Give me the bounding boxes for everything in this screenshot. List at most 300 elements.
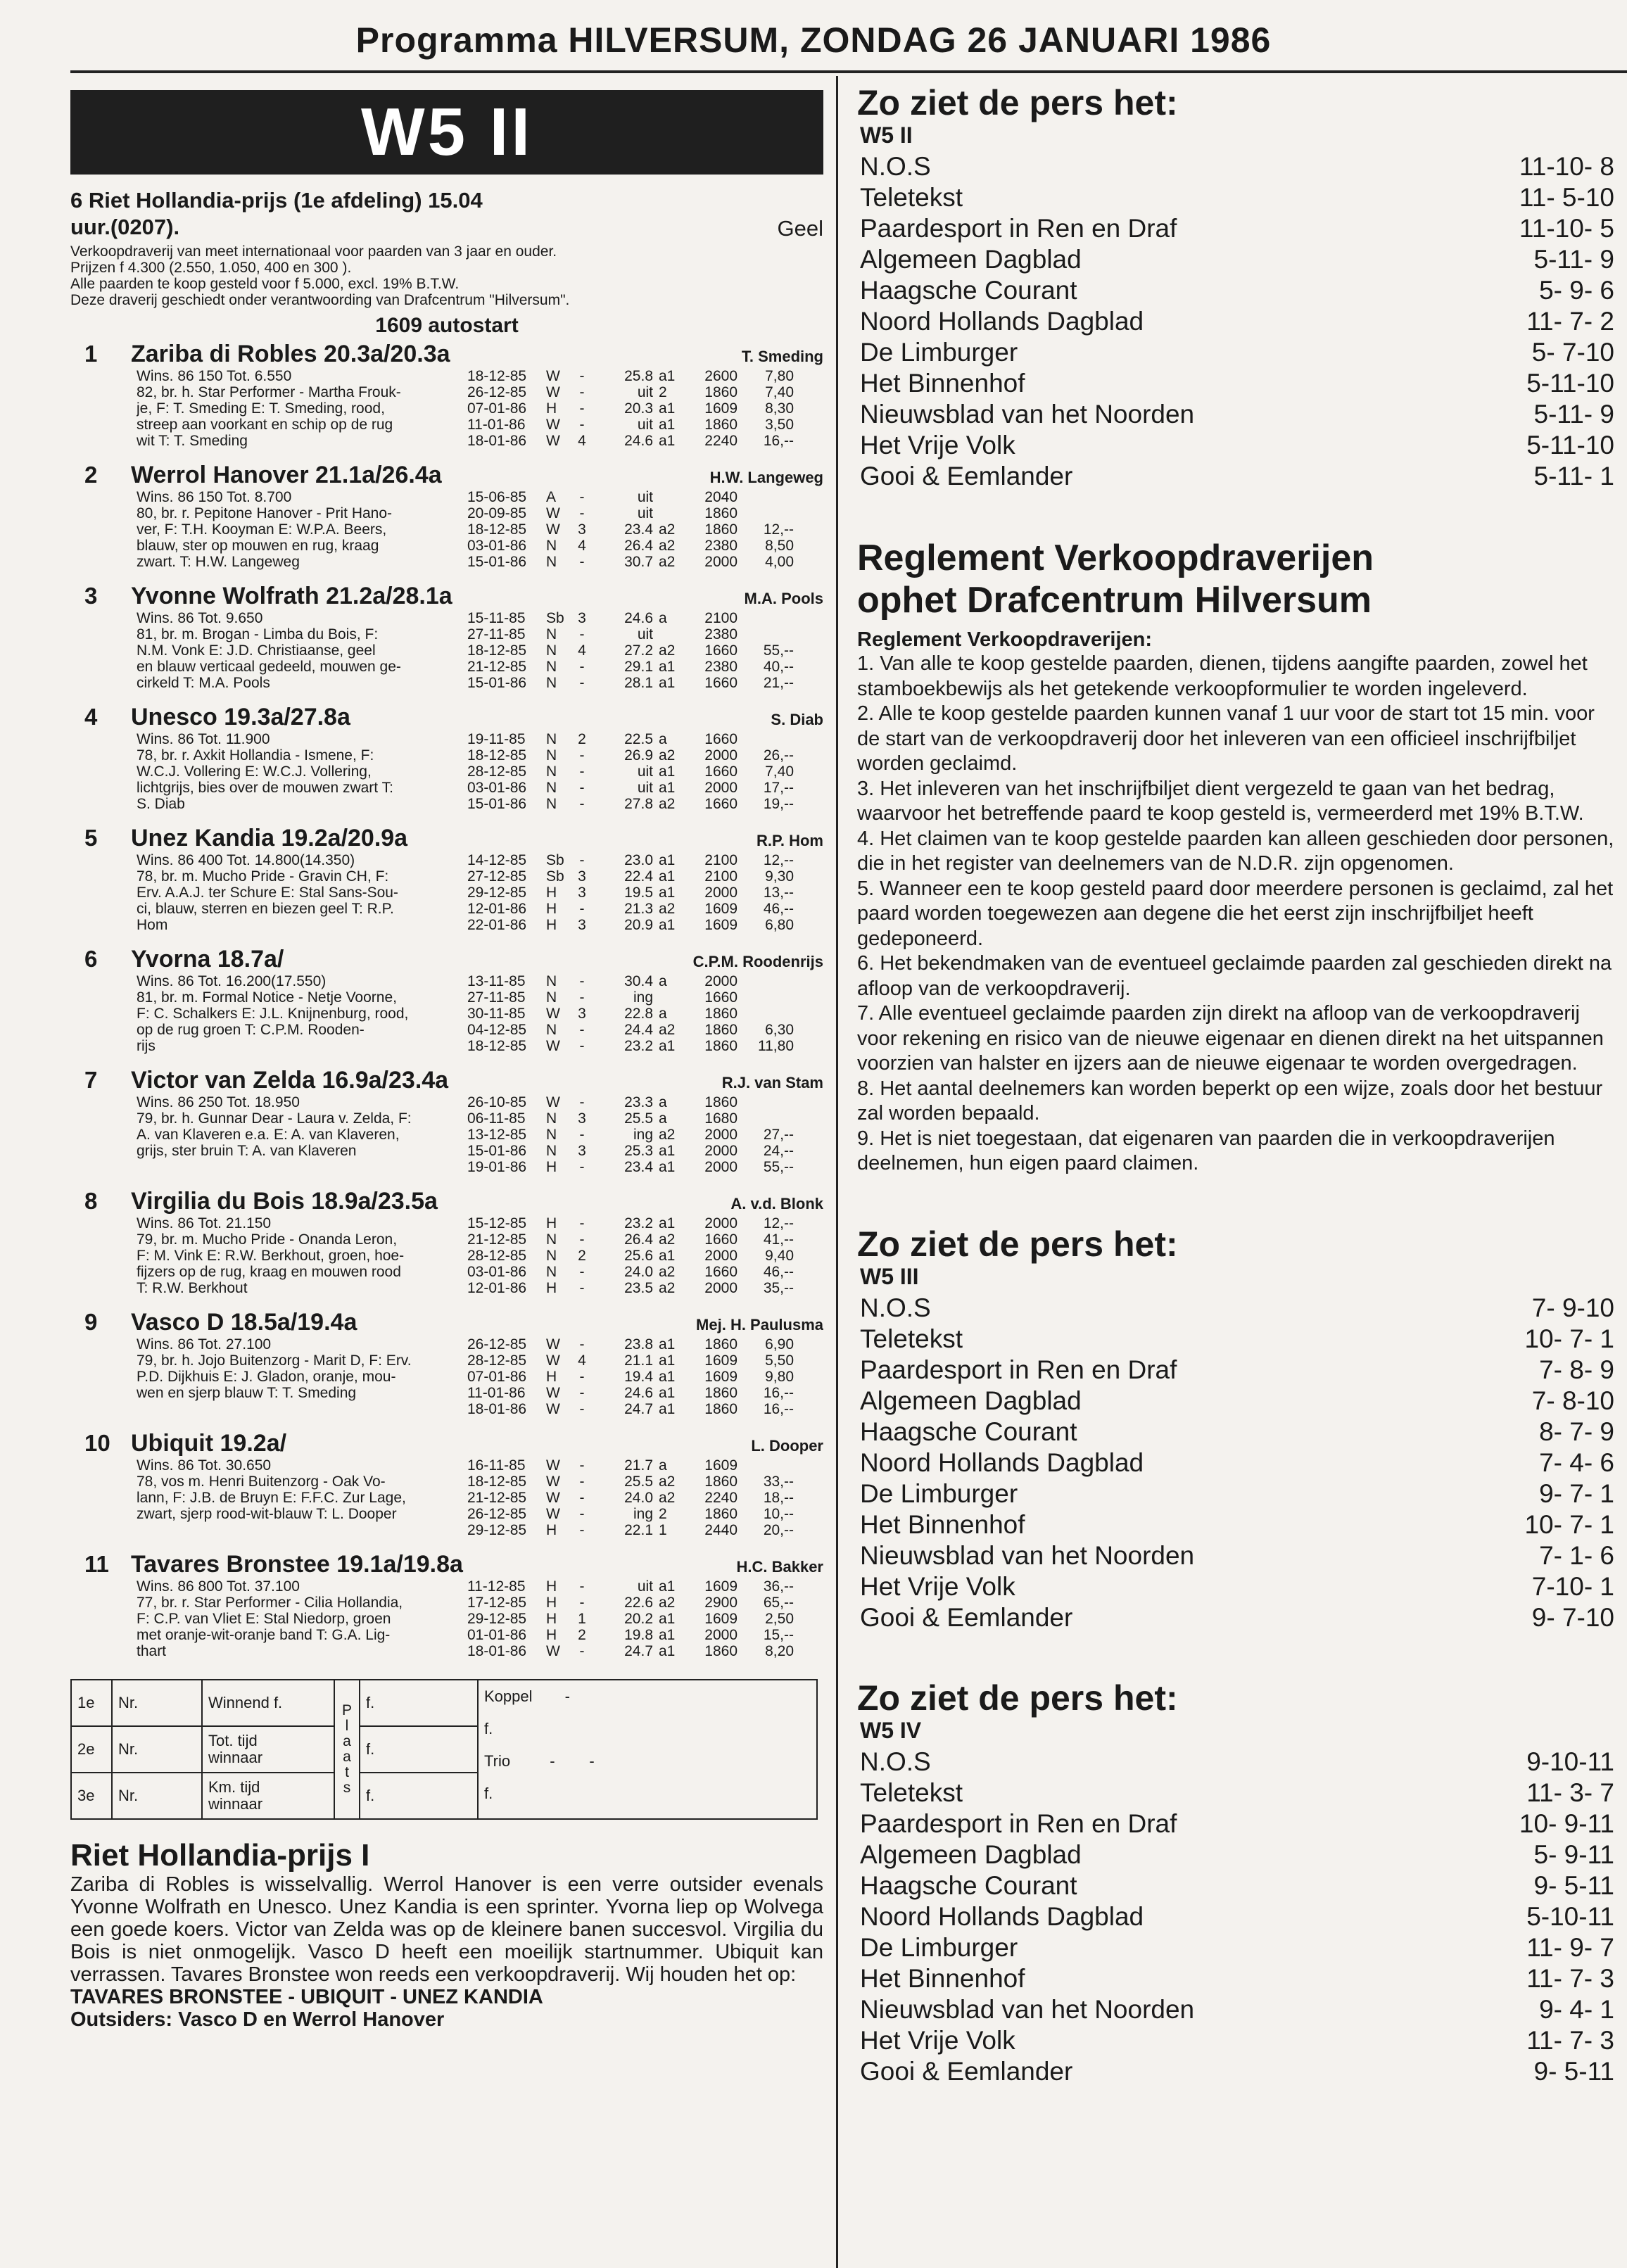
performance-cell: 18-12-85 — [467, 747, 527, 764]
result-form — [70, 1679, 818, 1820]
performance-cell: 17,-- — [763, 780, 794, 796]
race-banner: W5 II — [70, 90, 823, 175]
performance-cell: 8,30 — [765, 400, 794, 417]
performance-cell: 15-11-85 — [467, 610, 526, 626]
performance-cell: W — [546, 417, 560, 433]
regulation-item: 3. Het inleveren van het inschrijfbiljet dient vergezeld te gaan van het bedrag, waarvoor het betreffende paard te koop gesteld is, vermeerderd met 19% B.T.W. — [857, 777, 1584, 825]
performance-cell: - — [579, 747, 585, 764]
horse-number: 2 — [84, 462, 98, 488]
performance-cell: 1660 — [704, 989, 737, 1006]
horse-details — [70, 1094, 823, 1175]
performance-cell: 7,80 — [765, 368, 794, 384]
performance-cell: 2000 — [704, 885, 737, 901]
performance-cell: 3 — [578, 1110, 586, 1127]
performance-cell: 19-01-86 — [467, 1159, 527, 1175]
performance-row — [467, 796, 823, 812]
performance-cell: 8,20 — [765, 1643, 794, 1659]
performance-cell: Sb — [546, 610, 564, 626]
performance-cell: a1 — [659, 675, 676, 691]
race-title — [70, 187, 823, 241]
performance-cell — [593, 1215, 614, 1231]
performance-cell: 12,-- — [763, 1215, 794, 1231]
prediction: 7-10- 1 — [1531, 1571, 1614, 1601]
performance-cell — [653, 626, 694, 642]
performance-cell: H — [546, 1578, 557, 1595]
performance-cell: 04-12-85 — [467, 1022, 527, 1038]
prediction: 10- 9-11 — [1519, 1808, 1614, 1838]
performance-cell: 07-01-86 — [467, 1369, 527, 1385]
performance-cell: a2 — [659, 1264, 676, 1280]
performance-cell: 55,-- — [763, 642, 794, 659]
performance-cell: W — [546, 1094, 560, 1110]
performance-cell: 1660 — [704, 675, 737, 691]
performance-cell: 7,40 — [765, 384, 794, 400]
performance-row — [467, 1159, 823, 1175]
horse-description — [137, 1578, 467, 1659]
performance-cell: 03-01-86 — [467, 1264, 527, 1280]
performance-cell: a1 — [659, 1369, 676, 1385]
performance-cell: 07-01-86 — [467, 400, 527, 417]
performance-cell: N — [546, 1022, 557, 1038]
newspaper-name: Noord Hollands Dagblad — [860, 1447, 1144, 1477]
plaats-letter: a — [343, 1749, 351, 1765]
performance-cell: 1 — [578, 1611, 586, 1627]
performance-cell: W — [546, 1457, 560, 1474]
performance-cell: N — [546, 626, 557, 642]
newspaper-name: Haagsche Courant — [860, 276, 1077, 305]
horse-driver: L. Dooper — [751, 1437, 823, 1455]
performance-cell: 9,40 — [765, 1248, 794, 1264]
newspaper-name: Paardesport in Ren en Draf — [860, 1808, 1177, 1838]
koppel-dash: - — [564, 1687, 570, 1705]
description-line: rijs — [137, 1038, 156, 1054]
newspaper-name: Nieuwsblad van het Noorden — [860, 1540, 1195, 1570]
horse-description — [137, 1215, 467, 1296]
horse-description — [137, 852, 467, 933]
prediction: 10- 7- 1 — [1524, 1324, 1614, 1353]
horse-name: Unesco 19.3a/27.8a — [131, 704, 350, 730]
performance-row — [467, 642, 823, 659]
performance-cell: 29-12-85 — [467, 1611, 527, 1627]
horse-header — [70, 462, 823, 489]
horse-header — [70, 341, 823, 368]
performance-row — [467, 1490, 823, 1506]
prediction: 11- 7- 2 — [1526, 307, 1614, 336]
f-label: f. — [360, 1773, 478, 1819]
horse-driver: C.P.M. Roodenrijs — [692, 953, 823, 970]
performance-cell: - — [579, 1127, 585, 1143]
performance-cell — [737, 626, 794, 642]
performance-cell: 7,40 — [765, 764, 794, 780]
horse-details — [70, 610, 823, 691]
performance-cell: 1860 — [704, 1474, 737, 1490]
horse-performances — [467, 1578, 823, 1659]
performance-cell: A — [546, 489, 557, 505]
performance-cell: 29-12-85 — [467, 1522, 527, 1538]
header-rule — [70, 70, 1627, 73]
newspaper-name: Gooi & Eemlander — [860, 1602, 1073, 1632]
performance-cell: - — [579, 796, 585, 812]
performance-cell: 2380 — [704, 538, 737, 554]
performance-cell: W — [546, 368, 560, 384]
performance-cell: 2000 — [704, 1127, 737, 1143]
horse-entry — [70, 341, 823, 449]
performance-cell: 26-12-85 — [467, 384, 527, 400]
performance-row — [467, 1385, 823, 1401]
performance-cell — [593, 1643, 614, 1659]
description-line: Wins. 86 Tot. 27.100 — [137, 1336, 272, 1352]
performance-row — [467, 1611, 823, 1627]
performance-cell: a1 — [659, 780, 676, 796]
performance-cell: - — [579, 417, 585, 433]
performance-cell — [593, 989, 614, 1006]
performance-cell: 26,-- — [763, 747, 794, 764]
description-line — [137, 1522, 467, 1538]
performance-cell — [593, 1022, 614, 1038]
performance-cell: W — [546, 505, 560, 521]
performance-cell — [653, 505, 694, 521]
performance-cell: 23.4 — [624, 521, 653, 538]
performance-cell: - — [579, 989, 585, 1006]
performance-cell: - — [579, 1490, 585, 1506]
performance-cell: 1609 — [704, 1578, 737, 1595]
performance-cell — [593, 796, 614, 812]
page-header: Programma HILVERSUM, ZONDAG 26 JANUARI 1986 — [355, 20, 1272, 60]
horse-name: Tavares Bronstee 19.1a/19.8a — [131, 1551, 463, 1578]
f-label: f. — [360, 1726, 478, 1773]
performance-cell: 15-12-85 — [467, 1215, 527, 1231]
performance-cell — [593, 1143, 614, 1159]
performance-cell — [593, 1110, 614, 1127]
performance-row — [467, 400, 823, 417]
performance-cell: 2600 — [704, 368, 737, 384]
performance-cell: N — [546, 973, 557, 989]
preview-outsiders: Outsiders: Vasco D en Werrol Hanover — [70, 2008, 445, 2031]
performance-cell: 22-01-86 — [467, 917, 527, 933]
performance-cell: 19.4 — [624, 1369, 653, 1385]
performance-cell: 03-01-86 — [467, 780, 527, 796]
prediction: 11- 3- 7 — [1526, 1778, 1614, 1807]
performance-cell: 1860 — [704, 417, 737, 433]
description-line: 78, br. m. Mucho Pride - Gravin CH, F: — [137, 868, 389, 885]
horse-performances — [467, 610, 823, 691]
performance-cell: 27.2 — [624, 642, 653, 659]
newspaper-name: De Limburger — [860, 338, 1018, 367]
performance-cell: 3 — [578, 1143, 586, 1159]
horse-performances — [467, 731, 823, 812]
performance-cell: Sb — [546, 852, 564, 868]
performance-cell: 2000 — [704, 1280, 737, 1296]
horse-header — [70, 1551, 823, 1578]
performance-cell: - — [579, 1643, 585, 1659]
performance-cell — [593, 1595, 614, 1611]
performance-cell: 2000 — [704, 1143, 737, 1159]
performance-cell: 26.9 — [624, 747, 653, 764]
performance-cell: W — [546, 1385, 560, 1401]
performance-cell — [737, 489, 794, 505]
performance-cell: 11-01-86 — [467, 417, 526, 433]
performance-cell — [737, 973, 794, 989]
performance-cell: 22.8 — [624, 1006, 653, 1022]
performance-cell: 1609 — [704, 901, 737, 917]
performance-row — [467, 610, 823, 626]
plaats-letter: s — [343, 1780, 351, 1796]
performance-row — [467, 1248, 823, 1264]
horse-performances — [467, 368, 823, 449]
prediction: 5-11- 9 — [1533, 400, 1614, 429]
description-line: wit T: T. Smeding — [137, 433, 248, 449]
press-row — [857, 1747, 1617, 1778]
performance-cell: 1660 — [704, 1264, 737, 1280]
performance-cell — [593, 1336, 614, 1352]
performance-cell: 2900 — [704, 1595, 737, 1611]
performance-cell: 24.0 — [624, 1264, 653, 1280]
performance-cell: 1609 — [704, 1369, 737, 1385]
performance-cell: 20,-- — [763, 1522, 794, 1538]
performance-cell: 2000 — [704, 780, 737, 796]
horse-entry — [70, 704, 823, 812]
performance-cell: 27,-- — [763, 1127, 794, 1143]
horse-driver: R.J. van Stam — [721, 1074, 823, 1091]
performance-cell: 25.8 — [624, 368, 653, 384]
horse-performances — [467, 852, 823, 933]
performance-cell: 33,-- — [763, 1474, 794, 1490]
performance-cell: 3 — [578, 521, 586, 538]
performance-cell: 10,-- — [763, 1506, 794, 1522]
performance-cell — [593, 1401, 614, 1417]
description-line: thart — [137, 1643, 167, 1659]
horse-driver: H.W. Langeweg — [709, 469, 823, 486]
performance-cell: 24.6 — [624, 433, 653, 449]
performance-cell — [593, 368, 614, 384]
performance-cell: 1860 — [704, 1506, 737, 1522]
performance-cell: a1 — [659, 417, 676, 433]
horse-details — [70, 1457, 823, 1538]
performance-cell: 6,30 — [765, 1022, 794, 1038]
performance-cell: Sb — [546, 868, 564, 885]
performance-cell: 1609 — [704, 917, 737, 933]
performance-cell: 20-09-85 — [467, 505, 527, 521]
performance-cell: W — [546, 1352, 560, 1369]
horse-number: 3 — [84, 583, 98, 609]
prediction: 10- 7- 1 — [1524, 1509, 1614, 1539]
performance-cell: 18-12-85 — [467, 642, 527, 659]
performance-cell: a1 — [659, 1215, 676, 1231]
performance-cell: N — [546, 659, 557, 675]
horse-name: Yvorna 18.7a/ — [131, 946, 284, 973]
performance-cell: 1860 — [704, 1006, 737, 1022]
horse-details — [70, 852, 823, 933]
performance-row — [467, 852, 823, 868]
press-race: W5 IV — [860, 1717, 922, 1743]
performance-cell: - — [579, 852, 585, 868]
performance-cell: N — [546, 642, 557, 659]
description-line: cirkeld T: M.A. Pools — [137, 675, 270, 691]
performance-cell: 24.6 — [624, 610, 653, 626]
trio-dashes: - - — [550, 1752, 595, 1770]
description-line: A. van Klaveren e.a. E: A. van Klaveren, — [137, 1127, 400, 1143]
horse-driver: M.A. Pools — [744, 590, 823, 607]
performance-cell: W — [546, 1474, 560, 1490]
performance-cell — [653, 989, 694, 1006]
horse-description — [137, 1094, 467, 1175]
performance-cell: W — [546, 521, 560, 538]
horse-name: Ubiquit 19.2a/ — [131, 1430, 287, 1457]
performance-row — [467, 1006, 823, 1022]
performance-cell: a2 — [659, 1595, 676, 1611]
horse-header — [70, 1430, 823, 1457]
performance-cell — [593, 489, 614, 505]
performance-cell — [593, 1457, 614, 1474]
performance-row — [467, 780, 823, 796]
performance-row — [467, 1522, 823, 1538]
performance-cell: 1860 — [704, 1038, 737, 1054]
performance-cell: a1 — [659, 1611, 676, 1627]
newspaper-name: Het Vrije Volk — [860, 431, 1015, 460]
horse-number: 10 — [84, 1430, 110, 1456]
performance-row — [467, 917, 823, 933]
performance-cell: 03-01-86 — [467, 538, 527, 554]
performance-row — [467, 1215, 823, 1231]
prediction: 9- 4- 1 — [1539, 1994, 1614, 2024]
performance-cell: a1 — [659, 1248, 676, 1264]
performance-cell: 28-12-85 — [467, 1248, 527, 1264]
km-tijd-label: Km. tijd winnaar — [202, 1773, 334, 1819]
horse-entry — [70, 1551, 823, 1659]
performance-cell: 1860 — [704, 1094, 737, 1110]
performance-cell: W — [546, 433, 560, 449]
newspaper-name: Haagsche Courant — [860, 1870, 1077, 1900]
newspaper-name: Nieuwsblad van het Noorden — [860, 1994, 1195, 2024]
performance-cell: 26.4 — [624, 1231, 653, 1248]
performance-cell — [593, 1038, 614, 1054]
horse-number: 8 — [84, 1188, 98, 1214]
performance-cell: a2 — [659, 796, 676, 812]
description-line: en blauw verticaal gedeeld, mouwen ge- — [137, 659, 401, 675]
horse-performances — [467, 489, 823, 570]
prediction: 5-10-11 — [1526, 1901, 1614, 1931]
performance-cell: a1 — [659, 1143, 676, 1159]
performance-cell — [737, 731, 794, 747]
performance-cell: 1860 — [704, 1336, 737, 1352]
performance-cell: 26-12-85 — [467, 1506, 527, 1522]
horse-performances — [467, 973, 823, 1054]
performance-cell: a — [659, 1457, 667, 1474]
performance-cell — [593, 1159, 614, 1175]
description-line: Wins. 86 400 Tot. 14.800(14.350) — [137, 852, 355, 868]
performance-cell: 18-12-85 — [467, 1474, 527, 1490]
performance-cell: a2 — [659, 1490, 676, 1506]
race-program-column — [70, 90, 823, 2268]
horse-details — [70, 1215, 823, 1296]
regulation-item: 4. Het claimen van te koop gestelde paarden kan alleen geschieden door personen, die in het register van deelnemers van de N.D.R. zijn opgenomen. — [857, 827, 1614, 875]
performance-cell: - — [579, 1401, 585, 1417]
performance-cell: 1860 — [704, 1643, 737, 1659]
press-row — [857, 1870, 1617, 1901]
performance-cell: 1609 — [704, 1611, 737, 1627]
performance-cell — [593, 1248, 614, 1264]
prediction: 7- 8-10 — [1531, 1386, 1614, 1415]
description-line: blauw, ster op mouwen en rug, kraag — [137, 538, 379, 554]
performance-cell: 55,-- — [763, 1159, 794, 1175]
performance-cell: 15,-- — [763, 1627, 794, 1643]
performance-cell: 2 — [659, 1506, 667, 1522]
place-2: 2e — [71, 1726, 112, 1773]
performance-cell — [593, 1611, 614, 1627]
press-row — [857, 399, 1617, 430]
performance-cell: a2 — [659, 1231, 676, 1248]
performance-cell: uit — [637, 780, 653, 796]
performance-cell: 2000 — [704, 1215, 737, 1231]
performance-cell: - — [579, 973, 585, 989]
description-line: 78, br. r. Axkit Hollandia - Ismene, F: — [137, 747, 374, 764]
performance-cell: - — [579, 1578, 585, 1595]
description-line: Wins. 86 250 Tot. 18.950 — [137, 1094, 300, 1110]
performance-cell: a2 — [659, 1127, 676, 1143]
performance-row — [467, 1627, 823, 1643]
performance-cell: 40,-- — [763, 659, 794, 675]
performance-cell: H — [546, 1627, 557, 1643]
press-row — [857, 1602, 1617, 1633]
performance-cell — [593, 731, 614, 747]
description-line: Wins. 86 150 Tot. 8.700 — [137, 489, 292, 505]
performance-cell: H — [546, 1369, 557, 1385]
performance-cell — [593, 780, 614, 796]
performance-row — [467, 1127, 823, 1143]
performance-cell: W — [546, 1401, 560, 1417]
performance-cell: a2 — [659, 747, 676, 764]
description-line: 78, vos m. Henri Buitenzorg - Oak Vo- — [137, 1474, 386, 1490]
performance-cell: 23.4 — [624, 1159, 653, 1175]
performance-cell: uit — [637, 417, 653, 433]
press-row — [857, 461, 1617, 492]
description-line: wen en sjerp blauw T: T. Smeding — [137, 1385, 357, 1401]
performance-cell: 11-12-85 — [467, 1578, 526, 1595]
prediction: 9- 7-10 — [1531, 1602, 1614, 1632]
horse-number: 11 — [84, 1551, 109, 1577]
performance-row — [467, 675, 823, 691]
performance-cell: a1 — [659, 852, 676, 868]
performance-cell: a1 — [659, 368, 676, 384]
horse-header — [70, 704, 823, 731]
description-line: ci, blauw, sterren en biezen geel T: R.P. — [137, 901, 394, 917]
horse-entry — [70, 1309, 823, 1417]
horse-details — [70, 1578, 823, 1659]
performance-row — [467, 1264, 823, 1280]
performance-cell: a — [659, 731, 667, 747]
place-3: 3e — [71, 1773, 112, 1819]
performance-cell: 2100 — [704, 868, 737, 885]
performance-cell: - — [579, 400, 585, 417]
description-line: T: R.W. Berkhout — [137, 1280, 248, 1296]
horse-list — [70, 341, 823, 1659]
performance-cell: W — [546, 1038, 560, 1054]
prediction: 5-11-10 — [1526, 431, 1614, 460]
newspaper-name: Algemeen Dagblad — [860, 245, 1082, 274]
performance-cell: a1 — [659, 1038, 676, 1054]
performance-cell: 29.1 — [624, 659, 653, 675]
performance-cell: 2380 — [704, 626, 737, 642]
press-row — [857, 368, 1617, 399]
description-line: zwart, sjerp rood-wit-blauw T: L. Dooper — [137, 1506, 397, 1522]
performance-cell: 3 — [578, 868, 586, 885]
performance-cell: 15-06-85 — [467, 489, 527, 505]
performance-cell — [593, 1474, 614, 1490]
prediction: 9-10-11 — [1526, 1747, 1614, 1776]
performance-cell: 4 — [578, 1352, 586, 1369]
horse-entry — [70, 946, 823, 1054]
performance-cell — [593, 1264, 614, 1280]
